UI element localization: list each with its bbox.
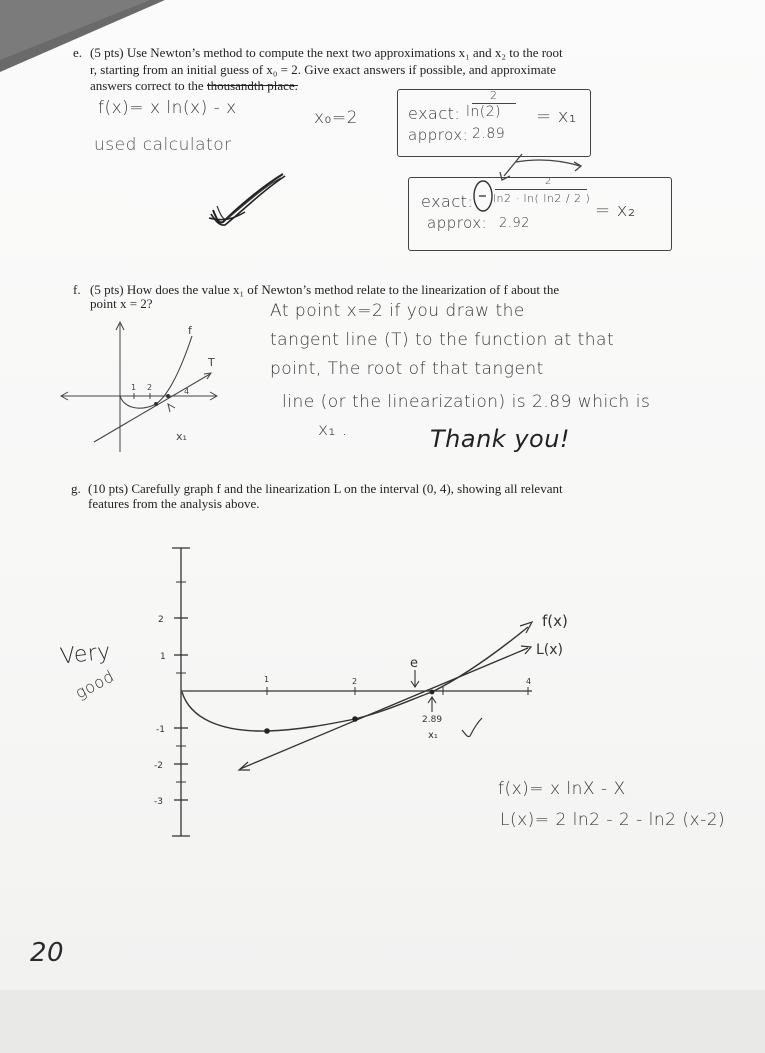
grader-checkmark-scribble bbox=[205, 170, 290, 230]
f-curve-label: f(x) bbox=[542, 612, 568, 630]
function-definition: f(x)= x ln(x) - x bbox=[98, 98, 237, 118]
l-line-label: L(x) bbox=[536, 642, 564, 658]
part-e-label: e. bbox=[73, 45, 83, 60]
x-tick-2: 2 bbox=[352, 677, 358, 686]
grader-comment-good: good bbox=[71, 666, 118, 703]
x-tick-4: 4 bbox=[526, 677, 532, 686]
sketch-x1-label: x₁ bbox=[176, 430, 187, 443]
part-g-label: g. bbox=[71, 481, 81, 496]
sketch-t-label: T bbox=[208, 356, 215, 369]
sketch-tick-1: 1 bbox=[131, 383, 137, 392]
x2-approx-value: 2.92 bbox=[499, 216, 530, 231]
sketch-f-label: f bbox=[188, 324, 192, 337]
part-g-text-1: (10 pts) Carefully graph f and the linearization L on the interval (0, 4), showing all relevant bbox=[88, 481, 563, 496]
root-name-label: x₁ bbox=[428, 730, 438, 741]
y-tick-2: 2 bbox=[158, 615, 164, 625]
part-f-answer-line-1: At point x=2 if you draw the bbox=[270, 301, 525, 321]
y-tick-1: 1 bbox=[160, 652, 166, 662]
part-f-label: f. bbox=[73, 282, 81, 297]
formula-l: L(x)= 2 ln2 - 2 - ln2 (x-2) bbox=[500, 810, 726, 830]
circled-minus-sign bbox=[471, 178, 495, 214]
x-tick-1: 1 bbox=[264, 675, 270, 684]
y-tick-neg3: -3 bbox=[154, 797, 163, 807]
y-tick-neg1: -1 bbox=[156, 725, 165, 735]
sketch-tick-4: 4 bbox=[184, 387, 190, 396]
part-f-text-2: point x = 2? bbox=[90, 296, 153, 311]
graph-f-and-linearization bbox=[140, 540, 620, 850]
newton-sketch bbox=[58, 316, 248, 456]
e-label: e bbox=[410, 656, 418, 671]
x1-result: = x₁ bbox=[536, 106, 577, 127]
part-e-text-2: r, starting from an initial guess of x₀ = 2. Give exact answers if possible, and approximate bbox=[90, 62, 556, 77]
x1-approx-label: approx: bbox=[408, 126, 469, 144]
x2-exact-label: exact: bbox=[421, 192, 474, 211]
grader-comment-very: Very bbox=[58, 639, 113, 670]
x2-result: = x₂ bbox=[595, 200, 636, 221]
x2-exact-numerator: 2 bbox=[545, 176, 552, 187]
part-f-answer-line-2: tangent line (T) to the function at that bbox=[270, 330, 615, 350]
x2-approx-label: approx: bbox=[427, 214, 488, 232]
x1-approx-value: 2.89 bbox=[472, 126, 506, 142]
part-e-text-3a: answers correct to the bbox=[90, 78, 207, 93]
part-f-answer-line-4: line (or the linearization) is 2.89 which is bbox=[282, 392, 651, 412]
x2-exact-denominator: ln2 · ln( ln2 / 2 ) bbox=[493, 192, 591, 205]
part-e-text-1: (5 pts) Use Newton’s method to compute the next two approximations x₁ and x₂ to the root bbox=[90, 45, 563, 60]
part-e-text-3 bbox=[90, 78, 298, 94]
x2-answer-box bbox=[408, 177, 672, 251]
grader-thank-you: Thank you! bbox=[430, 425, 571, 453]
grader-score: 20 bbox=[30, 938, 65, 968]
x1-exact-denominator: ln(2) bbox=[466, 104, 502, 120]
scan-bottom-margin bbox=[0, 990, 765, 1053]
used-calculator-note: used calculator bbox=[94, 135, 232, 155]
x1-exact-label: exact: bbox=[408, 104, 461, 123]
x2-fraction-bar bbox=[495, 189, 587, 190]
root-value-label: 2.89 bbox=[422, 715, 443, 725]
initial-guess: x₀=2 bbox=[314, 108, 358, 128]
part-f-answer-line-3: point, The root of that tangent bbox=[270, 359, 544, 379]
x1-answer-box bbox=[397, 89, 591, 157]
y-tick-neg2: -2 bbox=[154, 761, 163, 771]
part-e-text-3b: thousandth place. bbox=[206, 78, 298, 93]
formula-f: f(x)= x lnX - X bbox=[498, 779, 626, 799]
sketch-tick-2: 2 bbox=[147, 383, 153, 392]
part-f-text-1: (5 pts) How does the value x₁ of Newton’s method relate to the linearization of f about the bbox=[90, 282, 560, 297]
x1-exact-numerator: 2 bbox=[490, 89, 498, 102]
part-f-answer-line-5: x₁ . bbox=[318, 420, 348, 440]
part-g-text-2: features from the analysis above. bbox=[88, 496, 260, 511]
